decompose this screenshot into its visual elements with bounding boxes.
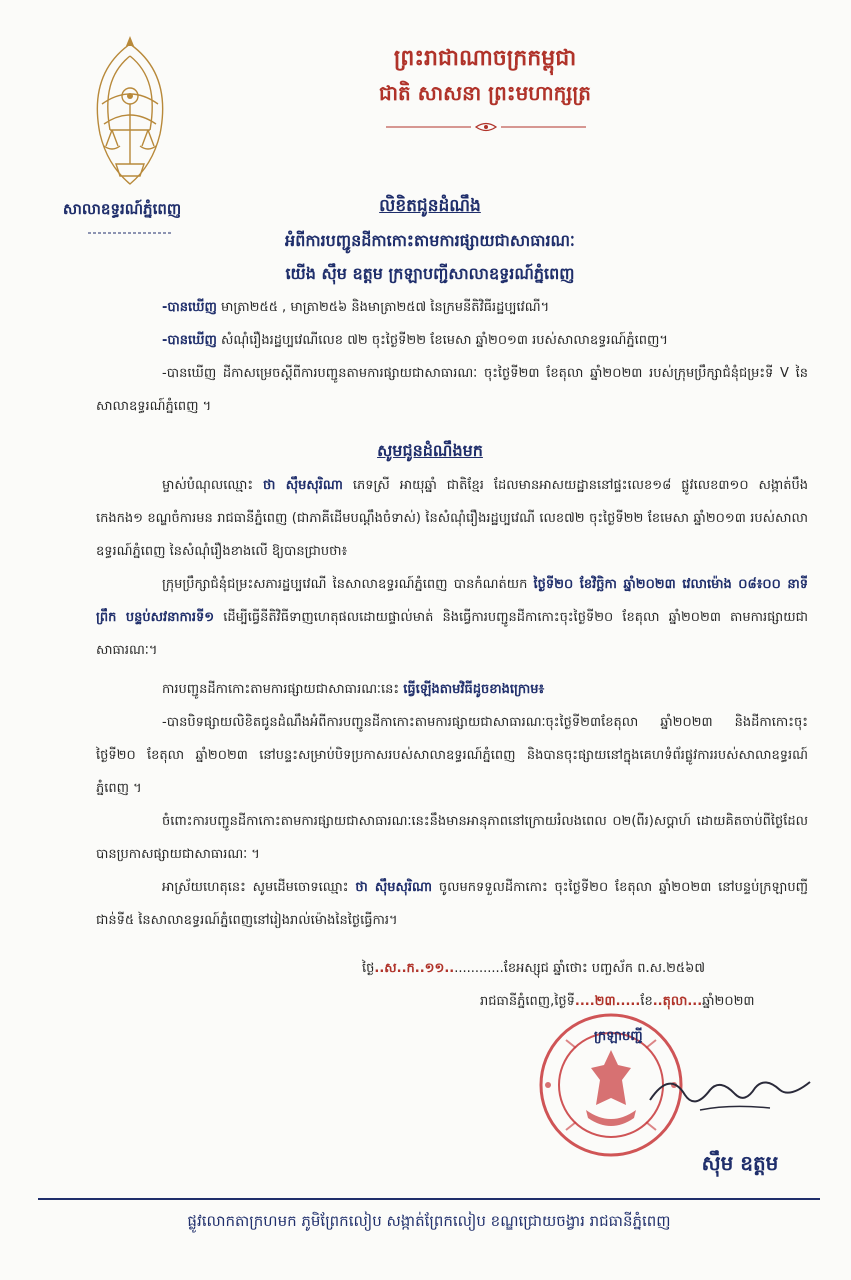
preamble-item: [96, 291, 808, 324]
signatory-title: ក្រឡាបញ្ជី: [594, 1029, 643, 1044]
body-text: ម្ចាស់បំណុលឈ្មោះ: [162, 478, 264, 493]
notice-title: លិខិតជូនដំណឹង: [379, 196, 481, 216]
date-text: ថ្ងៃ: [362, 961, 375, 976]
preamble-text: ដីកាសម្រេចស្តីពីការបញ្ជូនតាមការផ្សាយជាសាធារណៈ ចុះថ្ងៃទី២៣ ខែតុលា ឆ្នាំ២០២៣ របស់ក្រុមប្រឹក្សាជំនុំជម្រះទី V នៃសាលាឧទ្ធរណ៍ភ្នំពេញ ។: [96, 366, 808, 414]
body-text: ចំពោះការបញ្ជូនដីកាកោះតាមការផ្សាយជាសាធារណៈនេះនឹងមានអានុភាពនៅក្រោយរំលងពេល ០២(ពីរ)សប្តាហ៍ ដោយគិតចាប់ពីថ្ងៃដែលបានប្រកាសផ្សាយជាសាធារណៈ ។: [96, 814, 808, 862]
body-text: ចូលមកទទួលដីកាកោះ ចុះថ្ងៃទី២០ ខែតុលា ឆ្នាំ២០២៣ នៅបន្ទប់ក្រឡាបញ្ជីជាន់ទី៥ នៃសាលាឧទ្ធរណ៍ភ្នំពេញនៅរៀងរាល់ម៉ោងនៃថ្ងៃធ្វើការ។: [96, 880, 808, 928]
handwritten-signature-icon: [640, 1060, 820, 1120]
lunar-date-line: [362, 960, 812, 979]
date-text: ............ខែអស្សុជ ឆ្នាំថោះ បញ្ចស័ក ព.ស.២៥៦៧: [454, 961, 705, 976]
body-paragraph-effect: [96, 805, 808, 871]
preamble-item: [96, 357, 808, 423]
signer-name: ស៊ឹម ឧត្តម: [701, 1151, 779, 1175]
notice-subject: អំពីការបញ្ជូនដីកាកោះតាមការផ្សាយជាសាធារណៈ: [285, 231, 575, 250]
creditor-name: ថា ស៊ឹមសុរិណា: [263, 478, 343, 493]
body-paragraph-hearing: [96, 568, 808, 667]
body-paragraph-summons: [96, 871, 808, 937]
handwritten-day: ....២៣.....: [574, 994, 641, 1009]
notice-issuer: យើង ស៊ឹម ឧត្តម ក្រឡាបញ្ជីសាលាឧទ្ធរណ៍ភ្នំពេញ: [285, 264, 575, 283]
preamble-item: [96, 324, 808, 357]
preamble-lead: -បានឃើញ: [162, 366, 217, 381]
preamble-lead: -បានឃើញ: [162, 300, 217, 315]
body-text: ដើម្បីធ្វើនីតិវិធីទាញហេតុផលដោយផ្ទាល់មាត់ និងធ្វើការបញ្ជូនដីកាកោះចុះថ្ងៃទី២០ ខែតុលា ឆ្នាំ២០២៣ តាមការផ្សាយជាសាធារណៈ។: [96, 610, 808, 658]
footer-divider: [38, 1198, 820, 1200]
preamble-text: សំណុំរឿងរដ្ឋប្បវេណីលេខ ៧២ ចុះថ្ងៃទី២២ ខែមេសា ឆ្នាំ២០១៣ របស់សាលាឧទ្ធរណ៍ភ្នំពេញ។: [216, 333, 668, 348]
national-motto: ជាតិ សាសនា ព្រះមហាក្សត្រ: [379, 81, 591, 105]
date-text: ឆ្នាំ២០២៣: [702, 994, 755, 1009]
body-text: ការបញ្ជូនដីកាកោះតាមការផ្សាយជាសាធារណៈនេះ: [162, 682, 404, 697]
body-paragraph-posting: [96, 706, 808, 805]
ornament-divider-icon: [386, 120, 586, 134]
handwritten-month: ..តុលា...: [652, 994, 703, 1009]
notify-heading: សូមជូនដំណឹងមក: [377, 441, 483, 460]
body-text: អាស្រ័យហេតុនេះ សូមដើមចោទឈ្មោះ: [162, 880, 356, 895]
plaintiff-name: ថា ស៊ឹមសុរិណា: [355, 880, 433, 895]
body-paragraph-method: [96, 673, 808, 706]
hearing-date: ថ្ងៃទី២០ ខែវិច្ឆិកា ឆ្នាំ២០២៣ វេលាម៉ោង ០៨៖០០ នាទីព្រឹក បន្ទប់សវនាការទី១: [96, 577, 808, 625]
court-emblem-icon: [82, 34, 178, 194]
date-text: រាជធានីភ្នំពេញ,ថ្ងៃទី: [480, 994, 575, 1009]
date-text: ខែ: [640, 994, 653, 1009]
court-name: សាលាឧទ្ធរណ៍ភ្នំពេញ: [62, 200, 182, 218]
method-heading: ធ្វើឡើងតាមវិធីដូចខាងក្រោម៖: [403, 682, 545, 697]
body-text: ភេទស្រី អាយុឆ្នាំ ជាតិខ្មែរ ដែលមានអាសយដ្ឋាននៅផ្ទះលេខ១៨ ផ្លូវលេខ៣១០ សង្កាត់បឹងកេងកង១ ខណ្ឌចំការមន រាជធានីភ្នំពេញ (ជាភាគីដើមបណ្តឹងចំទាស់) នៃសំណុំរឿងរដ្ឋប្បវេណី លេខ៧២ ចុះថ្ងៃទី២២ ខែមេសា ឆ្នាំ២០១៣ របស់សាលាឧទ្ធរណ៍ភ្នំពេញ នៃសំណុំរឿងខាងលើ ឱ្យបានជ្រាបថា៖: [96, 478, 808, 559]
body-paragraph-creditor: [96, 469, 808, 568]
body-text: ក្រុមប្រឹក្សាជំនុំជម្រះសភារដ្ឋប្បវេណី នៃសាលាឧទ្ធរណ៍ភ្នំពេញ បានកំណត់យក: [162, 577, 534, 592]
preamble-lead: -បានឃើញ: [162, 333, 217, 348]
body-text: -បានបិទផ្សាយលិខិតជូនដំណឹងអំពីការបញ្ជូនដីកាកោះតាមការផ្សាយជាសាធារណៈចុះថ្ងៃទី២៣ខែតុលា ឆ្នាំ២០២៣ និងដីកាកោះចុះថ្ងៃទី២០ ខែតុលា ឆ្នាំ២០២៣ នៅបន្ទះសម្រាប់បិទប្រកាសរបស់សាលាឧទ្ធរណ៍ភ្នំពេញ និងបានចុះផ្សាយនៅក្នុងគេហទំព័រផ្លូវការរបស់សាលាឧទ្ធរណ៍ភ្នំពេញ ។: [96, 715, 808, 796]
footer-address: ផ្លូវលោកតាក្រហមក ភូមិព្រែកលៀប សង្កាត់ព្រែកលៀប ខណ្ឌជ្រោយចង្វារ រាជធានីភ្នំពេញ: [187, 1212, 671, 1230]
kingdom-title: ព្រះរាជាណាចក្រកម្ពុជា: [393, 46, 577, 71]
handwritten-lunar-day: ..ស..ក..១១..: [374, 961, 455, 976]
preamble-text: មាត្រា២៥៥ , មាត្រា២៥៦ និងមាត្រា២៥៧ នៃក្រមនីតិវិធីរដ្ឋប្បវេណី។: [216, 300, 550, 315]
